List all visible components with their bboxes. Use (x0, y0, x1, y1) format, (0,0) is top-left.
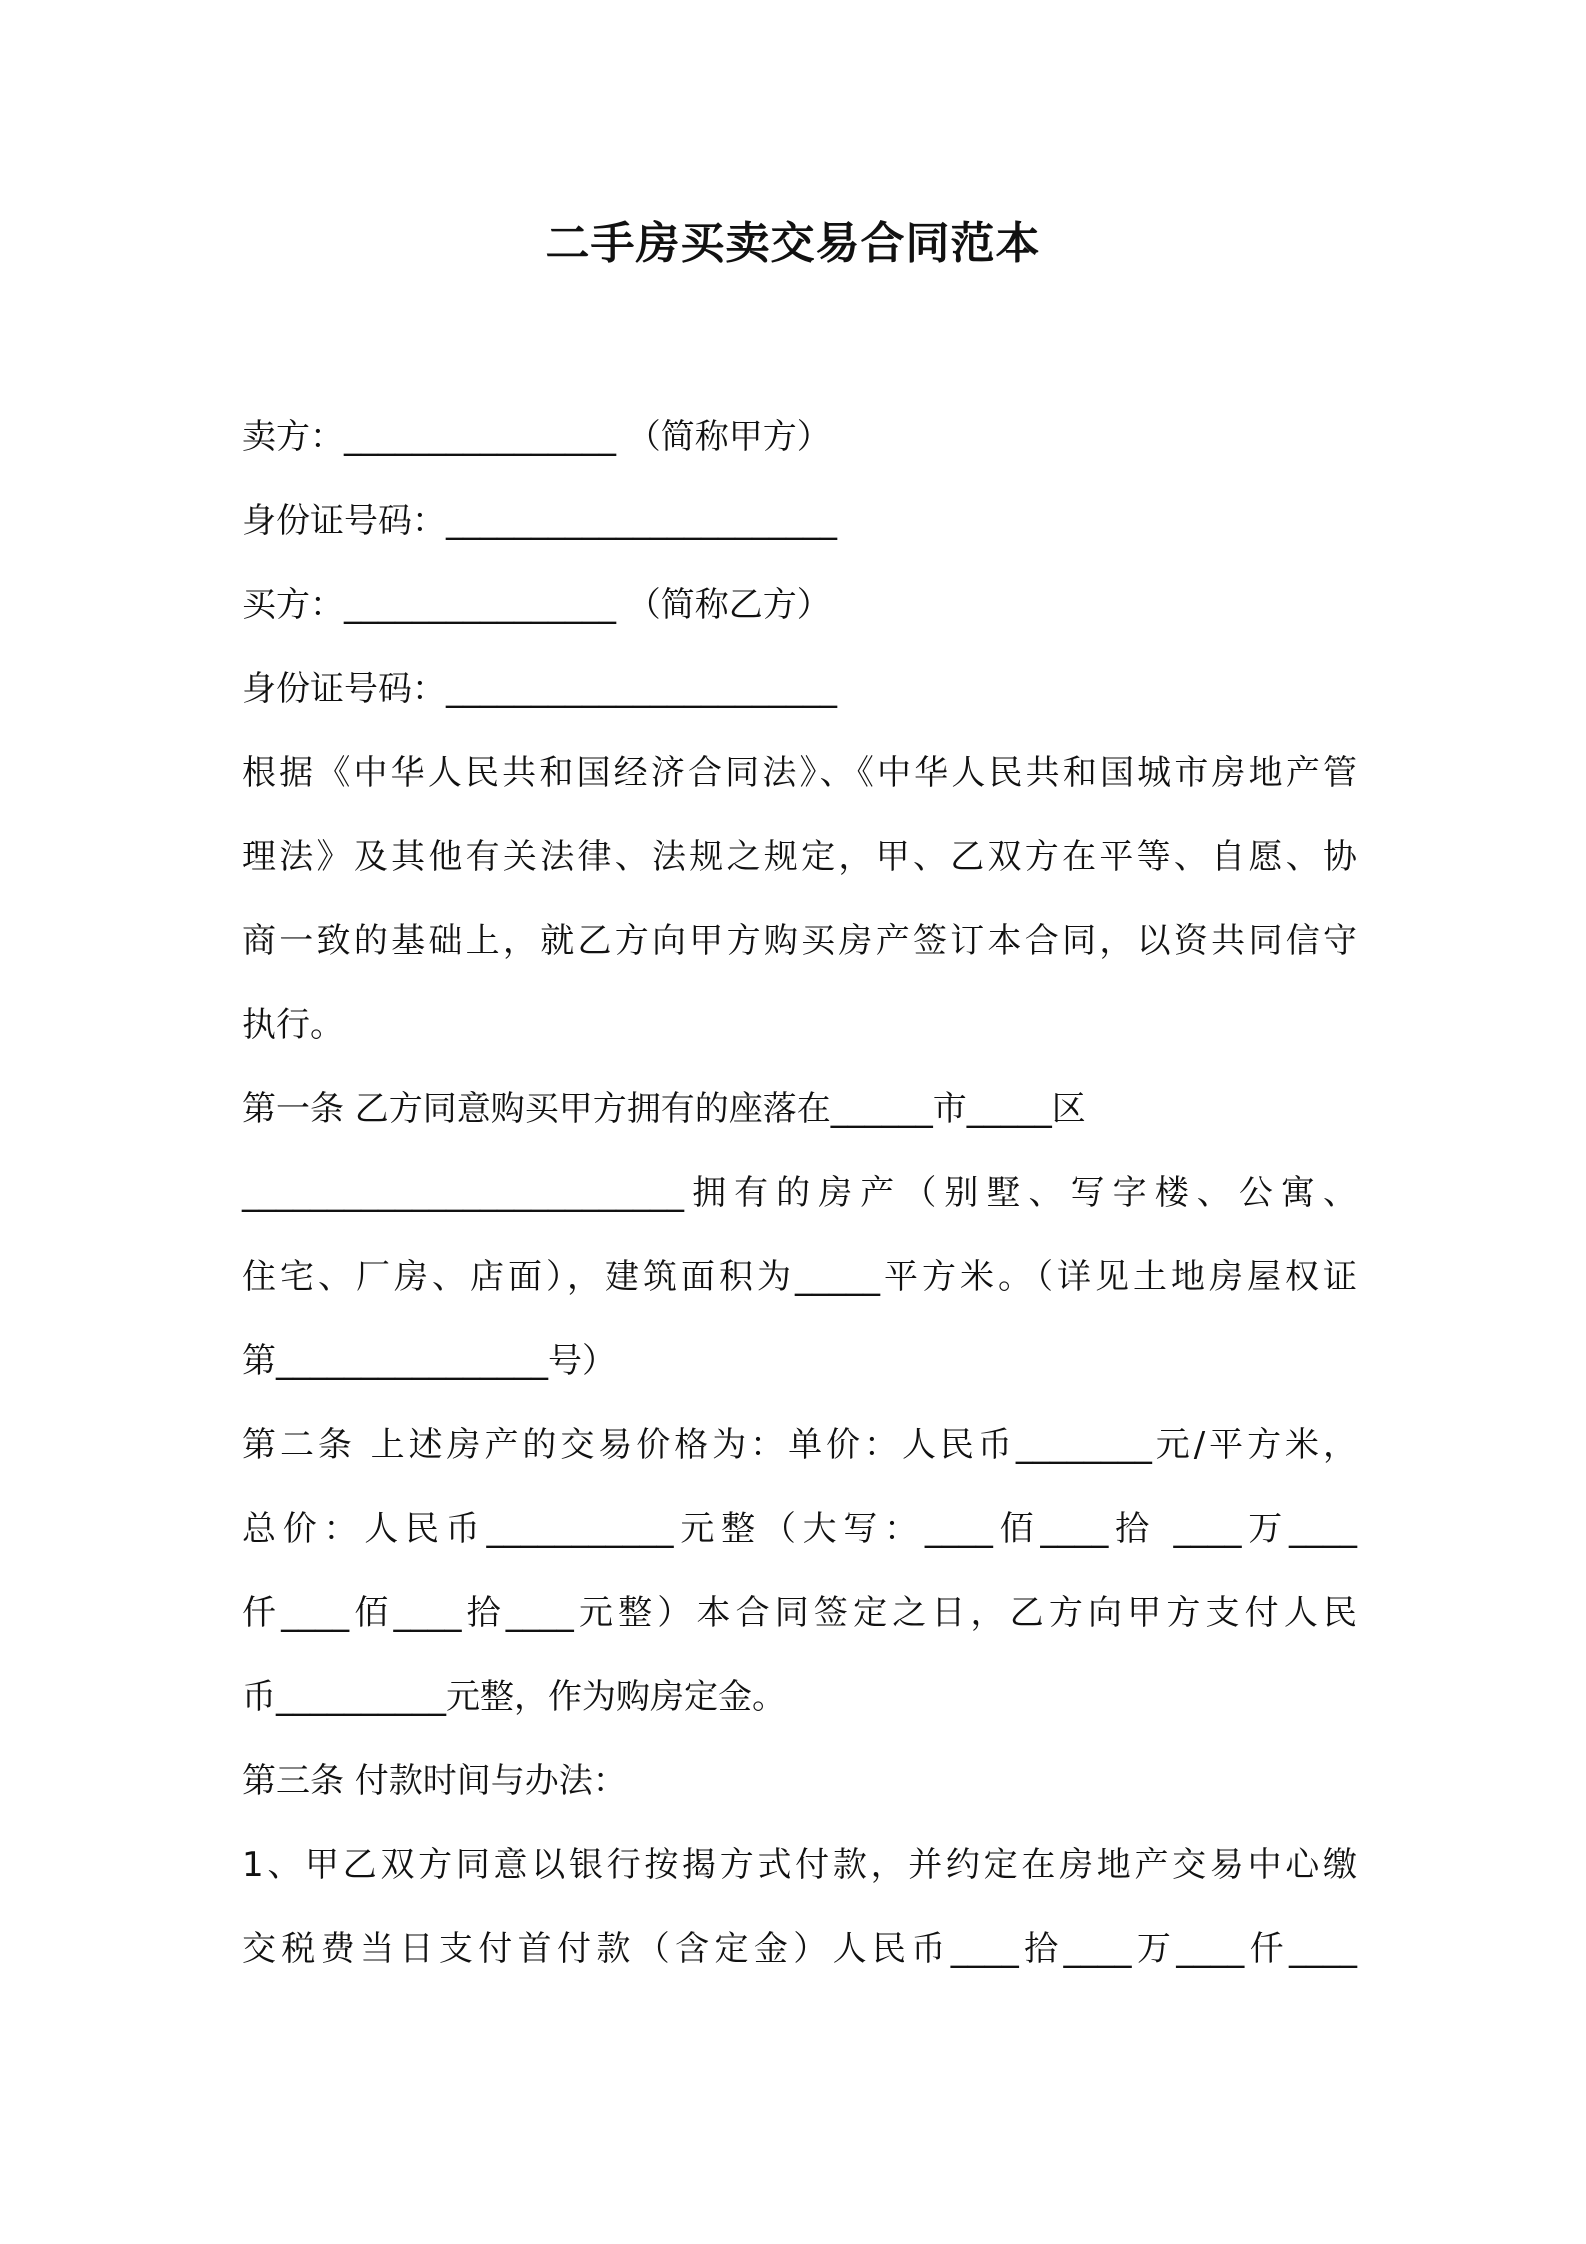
article-3-item-1-line-1: 1、甲乙双方同意以银行按揭方式付款，并约定在房地产交易中心缴 (242, 1845, 1357, 1885)
preamble-line-3: 商一致的基础上，就乙方向甲方购买房产签订本合同，以资共同信守 (242, 921, 1357, 961)
article-2-line-3: 仟____佰____拾____元整）本合同签定之日，乙方向甲方支付人民 (242, 1593, 1357, 1633)
seller-id-line: 身份证号码：_______________________ (242, 501, 837, 541)
seller-line: 卖方：________________ （简称甲方） (242, 417, 831, 457)
article-3-item-1-line-2: 交税费当日支付首付款（含定金）人民币____拾____万____仟____ (242, 1929, 1357, 1969)
article-2-line-2: 总价：人民币___________元整（大写：____佰____拾 ____万____ (242, 1509, 1357, 1549)
article-2-line-4: 币__________元整，作为购房定金。 (242, 1677, 786, 1717)
article-3-heading: 第三条 付款时间与办法： (242, 1761, 627, 1801)
article-1-line-1: 第一条 乙方同意购买甲方拥有的座落在______市_____区 (242, 1089, 1086, 1129)
article-1-line-3: 住宅、厂房、店面），建筑面积为_____平方米。（详见土地房屋权证 (242, 1257, 1357, 1297)
article-2-line-1: 第二条 上述房产的交易价格为：单价：人民币________元/平方米， (242, 1425, 1357, 1465)
buyer-line: 买方：________________ （简称乙方） (242, 585, 831, 625)
article-1-line-4: 第________________号） (242, 1341, 616, 1381)
document-title: 二手房买卖交易合同范本 (545, 218, 1041, 269)
article-1-line-2: __________________________拥有的房产（别墅、写字楼、公寓、 (242, 1173, 1357, 1213)
buyer-id-line: 身份证号码：_______________________ (242, 669, 837, 709)
preamble-line-1: 根据《中华人民共和国经济合同法》、《中华人民共和国城市房地产管 (242, 753, 1357, 793)
preamble-line-2: 理法》及其他有关法律、法规之规定，甲、乙双方在平等、自愿、协 (242, 837, 1357, 877)
preamble-line-4: 执行。 (242, 1005, 344, 1045)
